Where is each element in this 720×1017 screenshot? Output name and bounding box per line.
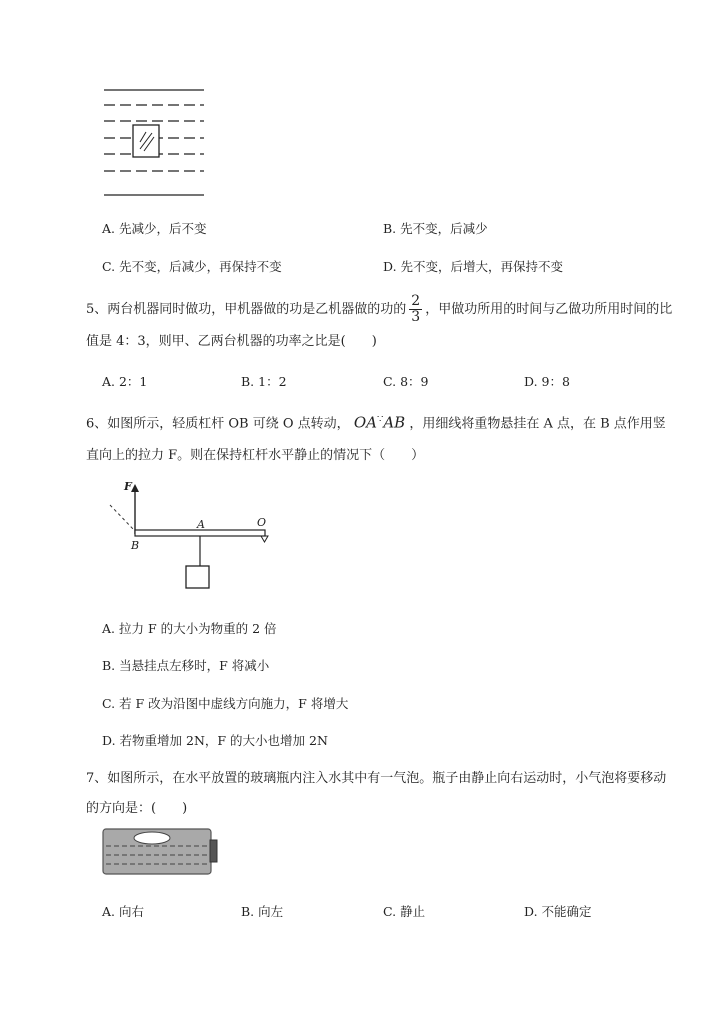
- lever-label-a: A: [197, 518, 205, 531]
- q5-option-d[interactable]: D. 9：8: [524, 374, 570, 389]
- bottle-figure: [102, 828, 232, 878]
- water-block-figure: [100, 85, 210, 205]
- q4-option-d[interactable]: D. 先不变，后增大，再保持不变: [383, 259, 564, 274]
- q6-formula-mid: ∵: [376, 414, 384, 425]
- q6-formula-right: AB: [383, 413, 406, 432]
- q4-option-c[interactable]: C. 先不变，后减少，再保持不变: [102, 259, 282, 274]
- q5-option-c[interactable]: C. 8：9: [383, 374, 429, 389]
- lever-label-b: B: [131, 539, 140, 552]
- q5-text-after: ，甲做功所用的时间与乙做功所用时间的比值是 4：3，则甲、乙两台机器的功率之比是( ): [86, 302, 673, 349]
- q6-option-d[interactable]: D. 若物重增加 2N，F 的大小也增加 2N: [102, 733, 328, 748]
- q7-option-a[interactable]: A. 向右: [102, 904, 144, 919]
- lever-label-f: F: [124, 480, 132, 493]
- q4-option-a[interactable]: A. 先减少，后不变: [102, 221, 207, 236]
- q6-option-b[interactable]: B. 当悬挂点左移时，F 将减小: [102, 658, 270, 673]
- q7-option-b[interactable]: B. 向左: [241, 904, 284, 919]
- q5-frac-den: 3: [411, 309, 421, 325]
- q5-frac-num: 2: [411, 293, 421, 309]
- q5-stem: [86, 294, 676, 358]
- q6-stem: [86, 404, 676, 472]
- q7-option-c[interactable]: C. 静止: [383, 904, 426, 919]
- q6-text-after: ，用细线将重物悬挂在 A 点，在 B 点作用竖直向上的拉力 F。则在保持杠杆水平静止的情况下（ ）: [86, 416, 666, 464]
- q6-option-c[interactable]: C. 若 F 改为沿图中虚线方向施力，F 将增大: [102, 696, 349, 711]
- q4-option-b[interactable]: B. 先不变，后减少: [383, 221, 488, 236]
- q5-text-before: 5、两台机器同时做功，甲机器做的功是乙机器做的功的: [86, 302, 407, 317]
- q6-text-before: 6、如图所示，轻质杠杆 OB 可绕 O 点转动，: [86, 416, 350, 432]
- lever-label-o: O: [257, 516, 267, 529]
- q6-option-a[interactable]: A. 拉力 F 的大小为物重的 2 倍: [102, 621, 277, 636]
- q7-option-d[interactable]: D. 不能确定: [524, 904, 592, 919]
- q5-option-b[interactable]: B. 1：2: [241, 374, 287, 389]
- lever-figure: [100, 478, 280, 598]
- q5-option-a[interactable]: A. 2：1: [102, 374, 148, 389]
- q5-fraction: [409, 294, 422, 325]
- q7-stem: 7、如图所示，在水平放置的玻璃瓶内注入水其中有一气泡。瓶子由静止向右运动时，小气泡将要移动的方向是：( ): [86, 771, 667, 816]
- q6-formula-left: OA: [353, 413, 377, 432]
